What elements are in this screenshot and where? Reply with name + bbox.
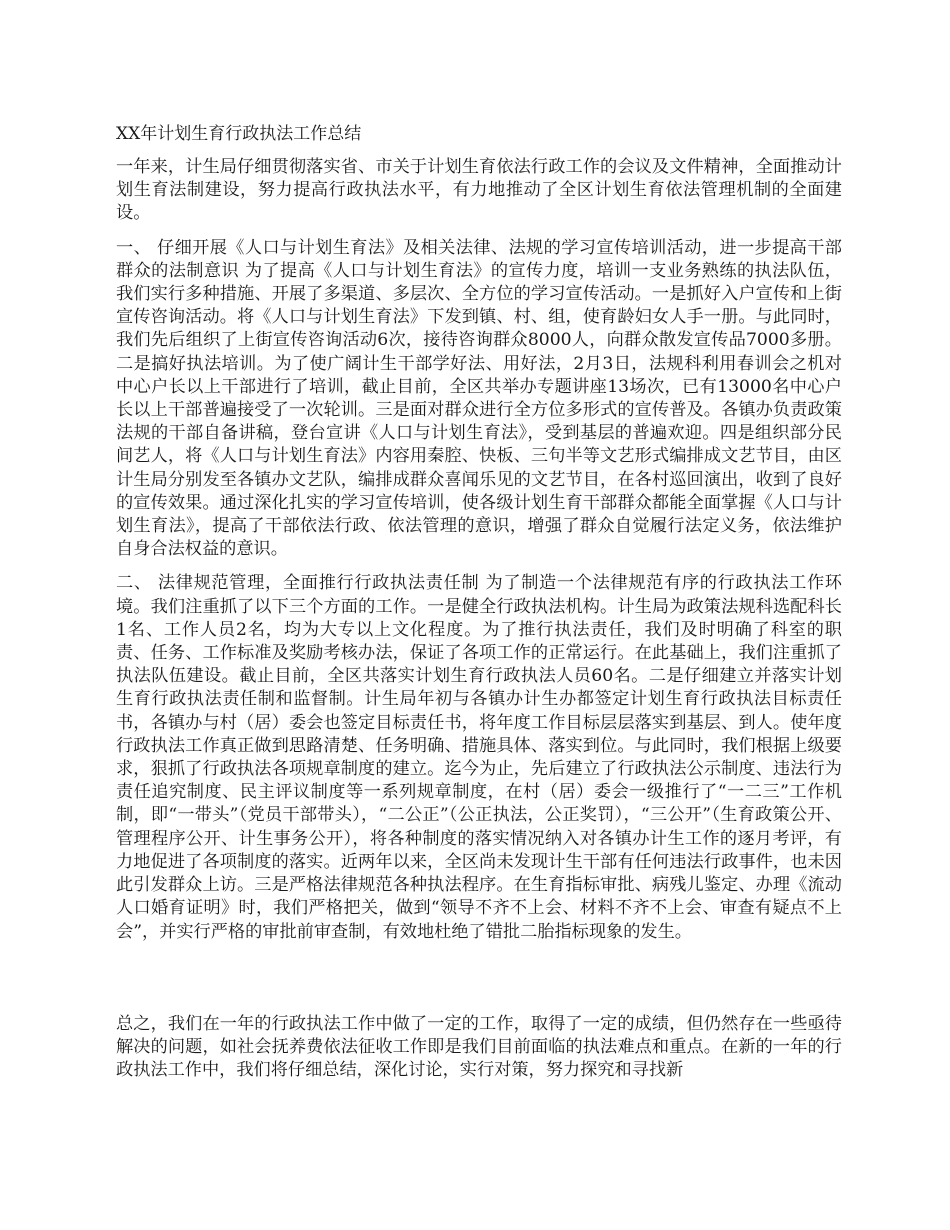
- intro-paragraph: 一年来，计生局仔细贯彻落实省、市关于计划生育依法行政工作的会议及文件精神，全面推动计划生育法制建设，努力提高行政执法水平，有力地推动了全区计划生育依法管理机制的全面建设。: [116, 157, 842, 224]
- blank-spacer: [116, 955, 842, 1013]
- section-one-paragraph: 一、 仔细开展《人口与计划生育法》及相关法律、法规的学习宣传培训活动，进一步提高干部群众的法制意识 为了提高《人口与计划生育法》的宣传力度，培训一支业务熟练的执法队伍，我们实行多种措施、开展了多渠道、多层次、全方位的学习宣传活动。一是抓好入户宣传和上街宣传咨询活动。将《人口与计划生育法》下发到镇、村、组，使育龄妇女人手一册。与此同时，我们先后组织了上街宣传咨询活动6次，接待咨询群众8000人，向群众散发宣传品7000多册。二是搞好执法培训。为了使广阔计生干部学好法、用好法，2月3日，法规科利用春训会之机对中心户长以上干部进行了培训，截止目前，全区共举办专题讲座13场次，已有13000名中心户长以上干部普遍接受了一次轮训。三是面对群众进行全方位多形式的宣传普及。各镇办负责政策法规的干部自备讲稿，登台宣讲《人口与计划生育法》，受到基层的普遍欢迎。四是组织部分民间艺人，将《人口与计划生育法》内容用秦腔、快板、三句半等文艺形式编排成文艺节目，由区计生局分别发至各镇办文艺队，编排成群众喜闻乐见的文艺节目，在各村巡回演出，收到了良好的宣传效果。通过深化扎实的学习宣传培训，使各级计划生育干部群众都能全面掌握《人口与计划生育法》，提高了干部依法行政、依法管理的意识，增强了群众自觉履行法定义务，依法维护自身合法权益的意识。: [116, 237, 842, 560]
- document-title: XX年计划生育行政执法工作总结: [116, 124, 362, 144]
- document-page: [116, 122, 842, 1093]
- conclusion-paragraph: 总之，我们在一年的行政执法工作中做了一定的工作，取得了一定的成绩，但仍然存在一些亟待解决的问题，如社会抚养费依法征收工作即是我们目前面临的执法难点和重点。在新的一年的行政执法工作中，我们将仔细总结，深化讨论，实行对策，努力探究和寻找新: [116, 1013, 842, 1081]
- section-two-paragraph: 二、 法律规范管理，全面推行行政执法责任制 为了制造一个法律规范有序的行政执法工作环境。我们注重抓了以下三个方面的工作。一是健全行政执法机构。计生局为政策法规科选配科长1名、工作人员2名，均为大专以上文化程度。为了推行执法责任，我们及时明确了科室的职责、任务、工作标准及奖励考核办法，保证了各项工作的正常运行。在此基础上，我们注重抓了执法队伍建设。截止目前，全区共落实计划生育行政执法人员60名。二是仔细建立并落实计划生育行政执法责任制和监督制。计生局年初与各镇办计生办都签定计划生育行政执法目标责任书，各镇办与村（居）委会也签定目标责任书，将年度工作目标层层落实到基层、到人。使年度行政执法工作真正做到思路清楚、任务明确、措施具体、落实到位。与此同时，我们根据上级要求，狠抓了行政执法各项规章制度的建立。迄今为止，先后建立了行政执法公示制度、违法行为责任追究制度、民主评议制度等一系列规章制度，在村（居）委会一级推行了“一二三”工作机制，即“一带头”（党员干部带头），“二公正”（公正执法，公正奖罚），“三公开”（生育政策公开、管理程序公开、计生事务公开），将各种制度的落实情况纳入对各镇办计生工作的逐月考评，有力地促进了各项制度的落实。近两年以来，全区尚未发现计生干部有任何违法行政事件，也未因此引发群众上访。三是严格法律规范各种执法程序。在生育指标审批、病残儿鉴定、办理《流动人口婚育证明》时，我们严格把关，做到“领导不齐不上会、材料不齐不上会、审查有疑点不上会”，并实行严格的审批前审查制，有效地杜绝了错批二胎指标现象的发生。: [116, 573, 842, 942]
